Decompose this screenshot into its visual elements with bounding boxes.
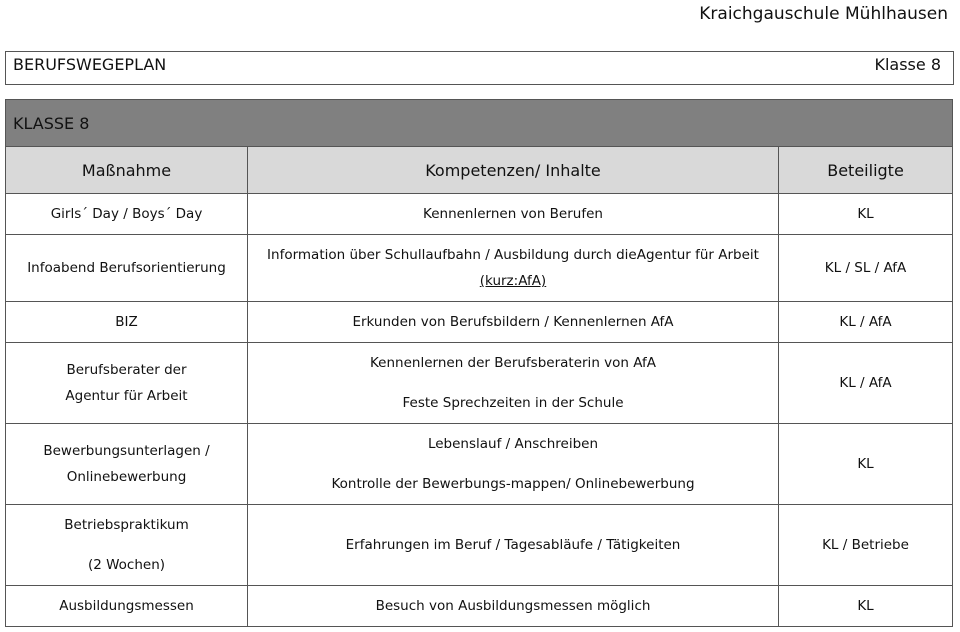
- spacer: [6, 538, 247, 552]
- measure-cell: [6, 235, 248, 302]
- content-text: Information über Schullaufbahn / Ausbildung durch dieAgentur für Arbeit: [267, 247, 759, 263]
- measure-text: Onlinebewerbung: [66, 469, 187, 485]
- table-row: [6, 343, 953, 424]
- content-abbreviation: (kurz:AfA): [479, 273, 547, 289]
- participants-cell: KL / AfA: [779, 302, 953, 343]
- plan-class: Klasse 8: [874, 55, 941, 74]
- participants-cell: KL / AfA: [779, 343, 953, 424]
- content-text: Feste Sprechzeiten in der Schule: [402, 395, 624, 411]
- content-cell: [248, 586, 779, 627]
- content-text: Besuch von Ausbildungsmessen möglich: [375, 598, 651, 614]
- participants-cell: KL: [779, 586, 953, 627]
- content-cell: [248, 302, 779, 343]
- class-header-row: [6, 100, 953, 147]
- spacer: [248, 376, 778, 390]
- measure-cell: [6, 343, 248, 424]
- participants-cell: KL: [779, 424, 953, 505]
- content-cell: [248, 343, 779, 424]
- measure-text: Girls´ Day / Boys´ Day: [50, 206, 203, 222]
- table-row: [6, 586, 953, 627]
- measure-cell: [6, 302, 248, 343]
- plan-header-bar: [5, 51, 954, 85]
- content-text: Kontrolle der Bewerbungs-mappen/ Onlinebewerbung: [331, 476, 695, 492]
- content-cell: [248, 505, 779, 586]
- measure-text: Betriebspraktikum: [64, 517, 189, 533]
- content-text: Kennenlernen von Berufen: [423, 206, 603, 222]
- school-name: Kraichgauschule Mühlhausen: [699, 4, 948, 24]
- table-row: [6, 505, 953, 586]
- participants-cell: KL / Betriebe: [779, 505, 953, 586]
- measure-text: Infoabend Berufsorientierung: [27, 260, 226, 276]
- content-text: Kennenlernen der Berufsberaterin von AfA: [370, 355, 656, 371]
- content-text: Lebenslauf / Anschreiben: [427, 436, 599, 452]
- class-label: KLASSE 8: [6, 100, 953, 147]
- measure-text: Berufsberater der: [66, 362, 187, 378]
- column-header-measure: Maßnahme: [6, 147, 248, 194]
- content-text: Erkunden von Berufsbildern / Kennenlernen AfA: [352, 314, 674, 330]
- content-text: Erfahrungen im Beruf / Tagesabläufe / Tätigkeiten: [345, 537, 681, 553]
- column-header-participants: Beteiligte: [779, 147, 953, 194]
- participants-cell: KL / SL / AfA: [779, 235, 953, 302]
- plan-title: BERUFSWEGEPLAN: [13, 55, 167, 74]
- table-row: [6, 424, 953, 505]
- column-header-content: Kompetenzen/ Inhalte: [248, 147, 779, 194]
- measure-text: Agentur für Arbeit: [65, 388, 188, 404]
- content-cell: [248, 424, 779, 505]
- column-header-row: [6, 147, 953, 194]
- content-cell: [248, 235, 779, 302]
- measure-cell: [6, 505, 248, 586]
- measure-cell: [6, 194, 248, 235]
- measure-text: BIZ: [115, 314, 138, 330]
- measure-text: (2 Wochen): [87, 557, 166, 573]
- spacer: [248, 457, 778, 471]
- participants-cell: KL: [779, 194, 953, 235]
- measure-text: Ausbildungsmessen: [59, 598, 194, 614]
- measure-cell: [6, 586, 248, 627]
- content-cell: [248, 194, 779, 235]
- measure-cell: [6, 424, 248, 505]
- measure-text: Bewerbungsunterlagen /: [43, 443, 210, 459]
- table-row: [6, 194, 953, 235]
- table-row: [6, 302, 953, 343]
- career-plan-table: [5, 99, 953, 627]
- table-row: [6, 235, 953, 302]
